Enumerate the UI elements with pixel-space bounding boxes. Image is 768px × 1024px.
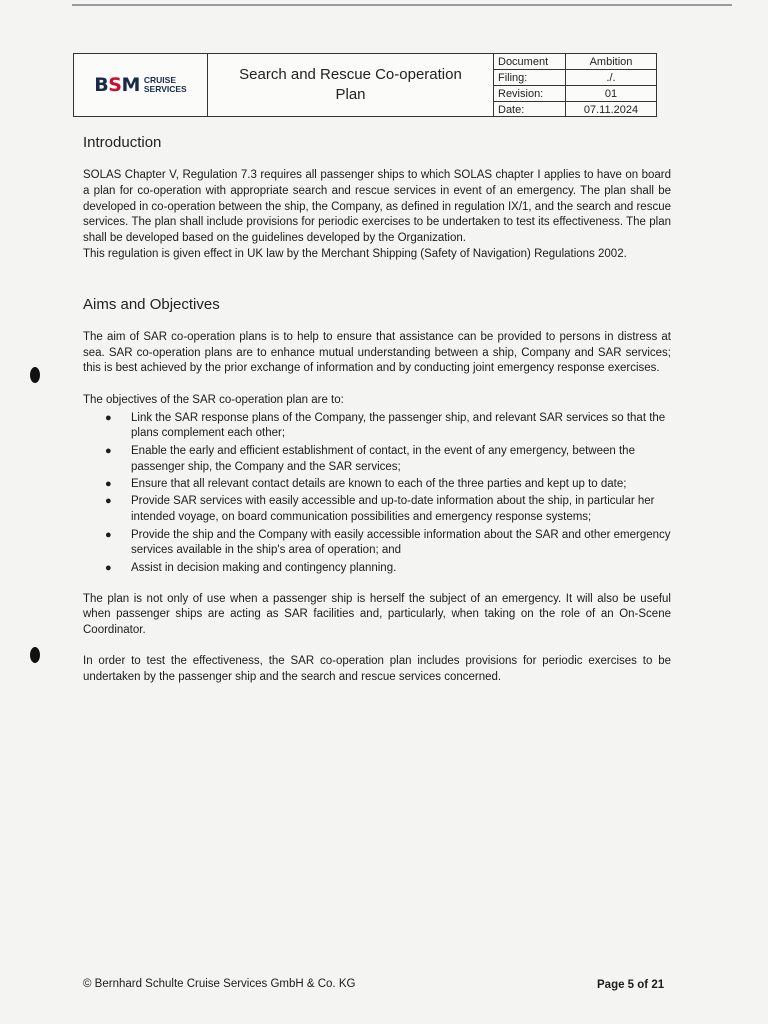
meta-value: 01 xyxy=(566,86,657,102)
bullet-icon: ● xyxy=(105,477,112,490)
list-item-text: Ensure that all relevant contact details are known to each of the three parties and kept up to date; xyxy=(131,477,627,490)
company-logo xyxy=(94,74,186,96)
list-item xyxy=(83,477,671,493)
meta-value: Ambition xyxy=(566,54,657,70)
logo-sub-cruise: CRUISE xyxy=(143,75,176,85)
plan-testing-paragraph: In order to test the effectiveness, the SAR co-operation plan includes provisions for periodic exercises to be undertaken by the passenger ship and the search and rescue services concerned. xyxy=(83,654,671,683)
aims-heading: Aims and Objectives xyxy=(83,295,220,313)
list-item-text: Enable the early and efficient establishment of contact, in the event of any emergency, between the passenger ship, the Company and the SAR services; xyxy=(131,444,635,473)
list-item xyxy=(83,561,671,577)
logo-wordmark: B S M xyxy=(94,74,140,96)
objectives-intro: The objectives of the SAR co-operation plan are to: xyxy=(83,394,344,407)
introduction-regulation-paragraph: This regulation is given effect in UK law by the Merchant Shipping (Safety of Navigation) Regulations 2002. xyxy=(83,247,627,260)
document-header xyxy=(73,53,657,117)
meta-value: 07.11.2024 xyxy=(583,103,639,116)
bullet-icon: ● xyxy=(105,411,112,424)
logo-subtitle xyxy=(144,76,187,94)
top-border-line xyxy=(72,4,732,6)
list-item xyxy=(83,494,671,526)
bullet-icon: ● xyxy=(105,495,112,508)
document-body xyxy=(83,134,671,685)
meta-key: Revision: xyxy=(494,86,566,102)
meta-row xyxy=(494,102,656,118)
list-item xyxy=(83,411,671,443)
document-meta-table xyxy=(494,54,656,117)
plan-usage-paragraph: The plan is not only of use when a passenger ship is herself the subject of an emergency. It will also be useful when passenger ships are acting as SAR facilities and, particularly, when taking on the role of an On-Scene Coordinator. xyxy=(83,592,671,637)
meta-key: Document xyxy=(494,54,566,70)
list-item xyxy=(83,444,671,476)
meta-value: ./. xyxy=(566,70,657,86)
list-item-text: Assist in decision making and contingency planning. xyxy=(131,561,397,574)
meta-key: Date: xyxy=(494,102,566,118)
logo-cell xyxy=(74,54,208,116)
meta-row xyxy=(494,70,656,86)
aims-paragraph: The aim of SAR co-operation plans is to help to ensure that assistance can be provided to persons in distress at sea. SAR co-operation plans are to enhance mutual understanding between a ship, Company and SAR services; this is best achieved by the prior exchange of information and by conducting joint emergency response exercises. xyxy=(83,330,671,375)
logo-sub-services: SERVICES xyxy=(143,84,187,94)
punch-hole-bottom xyxy=(30,647,40,663)
objectives-list xyxy=(83,411,671,577)
meta-row xyxy=(494,54,656,70)
introduction-heading: Introduction xyxy=(83,134,162,151)
bullet-icon: ● xyxy=(105,528,112,541)
footer-copyright: © Bernhard Schulte Cruise Services GmbH & Co. KG xyxy=(83,978,356,990)
list-item-text: Link the SAR response plans of the Company, the passenger ship, and relevant SAR services so that the plans complement each other; xyxy=(131,411,666,440)
list-item-text: Provide SAR services with easily accessible and up-to-date information about the ship, in particular her intended voyage, on board communication possibilities and emergency response systems; xyxy=(131,495,655,524)
footer-page-number: Page 5 of 21 xyxy=(597,979,665,991)
bullet-icon: ● xyxy=(105,561,112,574)
punch-hole-top xyxy=(30,367,40,383)
meta-key: Filing: xyxy=(494,70,566,86)
bullet-icon: ● xyxy=(105,444,112,457)
title-cell xyxy=(208,54,494,116)
meta-row xyxy=(494,86,656,102)
list-item xyxy=(83,528,671,560)
list-item-text: Provide the ship and the Company with easily accessible information about the SAR and other emergency services available in the ship's area of operation; and xyxy=(131,528,671,557)
introduction-paragraph: SOLAS Chapter V, Regulation 7.3 requires all passenger ships to which SOLAS chapter I applies to have on board a plan for co-operation with appropriate search and rescue services in event of an emergency. The plan shall be developed in co-operation between the ship, the Company, as defined in regulation IX/1, and the search and rescue services. The plan shall include provisions for periodic exercises to be undertaken to test its effectiveness. The plan shall be developed based on the guidelines developed by the Organization. xyxy=(83,169,671,245)
document-title: Search and Rescue Co-operation Plan xyxy=(239,66,462,103)
